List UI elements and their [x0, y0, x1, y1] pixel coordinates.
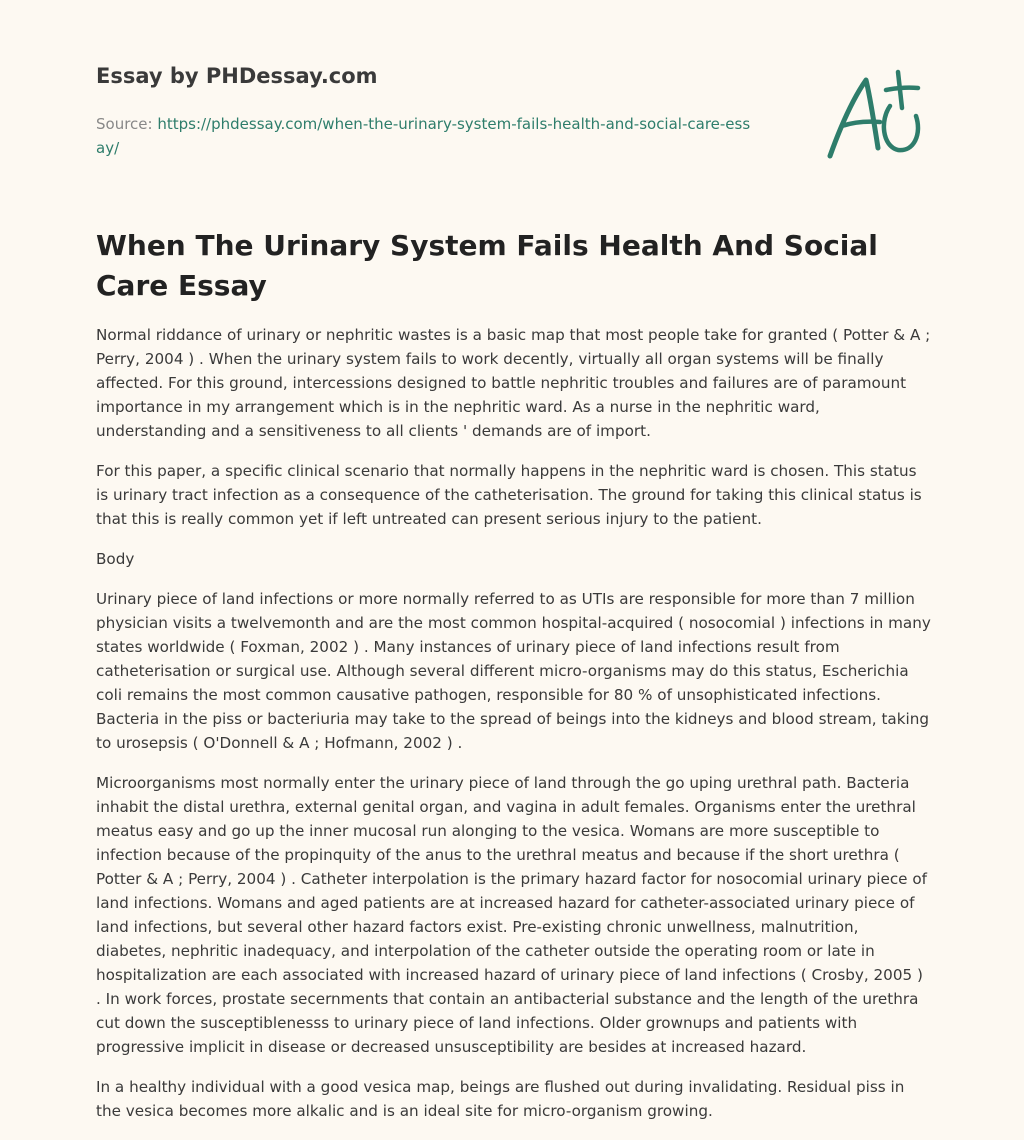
paragraph: Microorganisms most normally enter the urinary piece of land through the go uping urethral path. Bacteria inhabit the distal urethra, external genital organ, and vagina in adult females. Organisms enter the urethral meatus easy and go up the inner mucosal run alonging to the vesica. Womans are more susceptible to infection because of the propinquity of the anus to the urethral meatus and because if the short urethra ( Potter & A ; Perry, 2004 ) . Catheter interpolation is the primary hazard factor for nosocomial urinary piece of land infections. Womans and aged patients are at increased hazard for catheter-associated urinary piece of land infections, but several other hazard factors exist. Pre-existing chronic unwellness, malnutrition, diabetes, nephritic inadequacy, and interpolation of the catheter outside the operating room or late in hospitalization are each associated with increased hazard of urinary piece of land infections ( Crosby, 2005 ) . In work forces, prostate secernments that contain an antibacterial substance and the length of the urethra cut down the susceptiblenesss to urinary piece of land infections. Older grownups and patients with progressive implicit in disease or decreased unsusceptibility are besides at increased hazard.: [96, 774, 927, 1056]
a-plus-logo-icon: [818, 66, 928, 166]
essay-title: When The Urinary System Fails Health And Social Care Essay: [96, 229, 878, 302]
site-title: Essay by PHDessay.com: [96, 64, 378, 88]
source-link[interactable]: https://phdessay.com/when-the-urinary-system-fails-health-and-social-care-essay/: [96, 115, 751, 157]
source-label: Source:: [96, 115, 158, 133]
essay-body: [96, 323, 932, 1139]
paragraph: For this paper, a specific clinical scenario that normally happens in the nephritic ward is chosen. This status is urinary tract infection as a consequence of the catheterisation. The ground for taking this clinical status is that this is really common yet if left untreated can present serious injury to the patient.: [96, 462, 922, 528]
paragraph: Urinary piece of land infections or more normally referred to as UTIs are responsible for more than 7 million physician visits a twelvemonth and are the most common hospital-acquired ( nosocomial ) infections in many states worldwide ( Foxman, 2002 ) . Many instances of urinary piece of land infections result from catheterisation or surgical use. Although several different micro-organisms may do this status, Escherichia coli remains the most common causative pathogen, responsible for 80 % of unsophisticated infections. Bacteria in the piss or bacteriuria may take to the spread of beings into the kidneys and blood stream, taking to urosepsis ( O'Donnell & A ; Hofmann, 2002 ) .: [96, 590, 931, 752]
paragraph: Normal riddance of urinary or nephritic wastes is a basic map that most people take for granted ( Potter & A ; Perry, 2004 ) . When the urinary system fails to work decently, virtually all organ systems will be finally affected. For this ground, intercessions designed to battle nephritic troubles and failures are of paramount importance in my arrangement which is in the nephritic ward. As a nurse in the nephritic ward, understanding and a sensitiveness to all clients ' demands are of import.: [96, 326, 931, 440]
section-heading-body: Body: [96, 550, 135, 568]
paragraph: In a healthy individual with a good vesica map, beings are flushed out during invalidating. Residual piss in the vesica becomes more alkalic and is an ideal site for micro-organism growing.: [96, 1078, 905, 1120]
source-line: [96, 112, 756, 160]
